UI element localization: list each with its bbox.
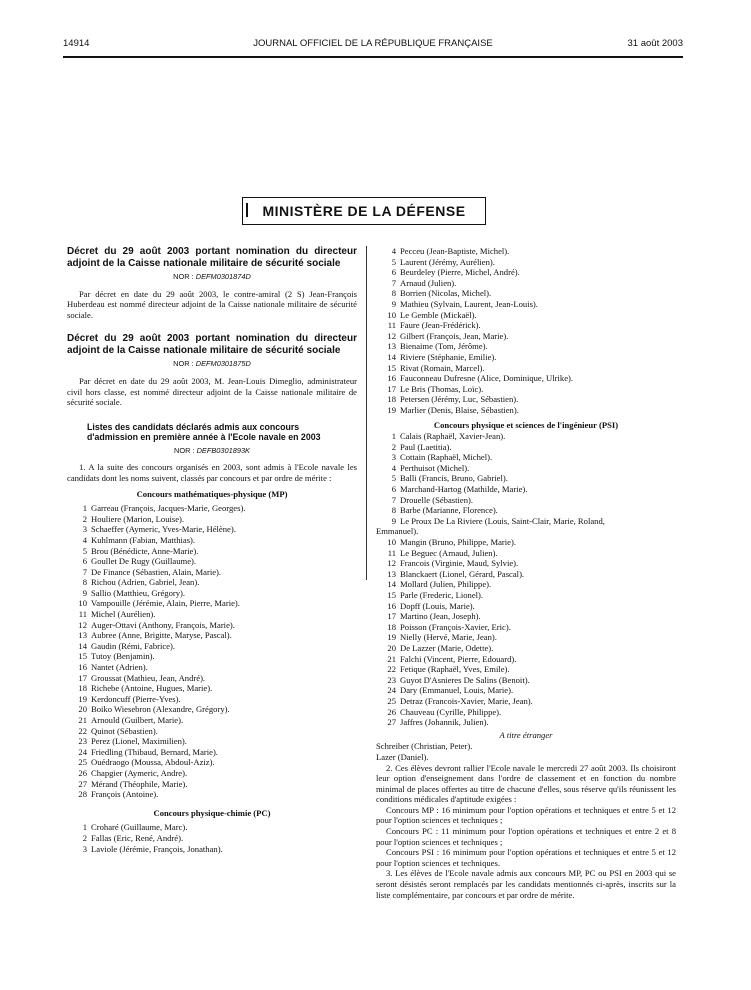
- list-item: 18 Petersen (Jérémy, Luc, Sébastien).: [387, 394, 519, 405]
- nor-label: NOR :: [173, 272, 194, 281]
- list-item: 13 Bienaime (Tom, Jérôme).: [387, 341, 488, 352]
- nor-label: NOR :: [173, 359, 194, 369]
- list-item: 1 Garreau (François, Jacques-Marie, Georges).: [82, 503, 246, 514]
- list-item: 4 Kuhlmann (Fabian, Matthias).: [82, 534, 196, 545]
- decree-2-title: Décret du 29 août 2003 portant nomination du directeur adjoint de la Caisse nationale militaire de sécurité sociale: [67, 333, 357, 356]
- list-item: 9 Le Proux De La Riviere (Louis, Saint-Clair, Marie, Roland,: [391, 515, 605, 526]
- list-item: 22 Quinot (Sébastien).: [78, 725, 158, 736]
- list-item: 14 Mollard (Julien, Philippe).: [387, 579, 492, 590]
- list-item: 21 Arnould (Guilbert, Marie).: [78, 715, 184, 725]
- list-item: 19 Nielly (Hervé, Marie, Jean).: [387, 632, 497, 643]
- list-item: 8 Richou (Adrien, Gabriel, Jean).: [82, 577, 200, 588]
- list-item: 15 Parle (Frederic, Lionel).: [387, 590, 484, 600]
- pc-list-part-2: [376, 246, 676, 416]
- list-item: 24 Friedling (Thibaud, Bernard, Marie).: [78, 746, 218, 757]
- list-item: 15 Tutoy (Benjamin).: [78, 651, 155, 662]
- list-item: 16 Fauconneau Dufresne (Alice, Dominique, Ulrike).: [387, 373, 574, 384]
- list-item: 18 Poisson (François-Xavier, Eric).: [387, 621, 511, 632]
- list-item: 17 Le Bris (Thomas, Loïc).: [387, 383, 484, 394]
- column-divider: [366, 246, 367, 580]
- list-item: 4 Perthuisot (Michel).: [391, 462, 470, 473]
- list-item: 14 Riviere (Stéphanie, Emilie).: [387, 351, 497, 362]
- list-item: 27 Jaffres (Johannik, Julien).: [387, 717, 489, 728]
- nor-code: DEFB0301893K: [196, 445, 250, 455]
- list-item: 28 François (Antoine).: [78, 789, 159, 800]
- paragraph-2-psi: Concours PSI : 16 minimum pour l'option opérations et techniques et entre 5 et 12 pour l'option sciences et techniques.: [376, 847, 676, 868]
- foreign-item: Schreiber (Christian, Peter).: [376, 741, 473, 752]
- lists-title: Listes des candidats déclarés admis aux concours d'admission en première année à l'Ecole navale en 2003: [87, 421, 321, 443]
- left-column: [67, 246, 357, 854]
- paragraph-2-mp: Concours MP : 16 minimum pour l'option opérations et techniques et entre 5 et 12 pour l'option sciences et techniques ;: [376, 804, 676, 826]
- pc-heading: Concours physique-chimie (PC): [153, 807, 271, 818]
- list-item: 26 Chapgier (Aymeric, Andre).: [78, 767, 188, 778]
- nor-label: NOR :: [173, 445, 195, 455]
- list-item: 17 Martino (Jean, Joseph).: [387, 611, 481, 622]
- list-item: 10 Le Gemble (Mickaël).: [387, 309, 477, 320]
- list-item: 16 Dopff (Louis, Marie).: [387, 600, 475, 611]
- list-item: 15 Rivat (Romain, Marcel).: [387, 362, 485, 373]
- nor-code: DEFM0301875D: [195, 359, 251, 369]
- list-item: 9 Mathieu (Sylvain, Laurent, Jean-Louis).: [391, 298, 538, 309]
- list-item: 10 Vampouille (Jérémie, Alain, Pierre, Marie).: [78, 598, 240, 609]
- decree-1-nor: [67, 272, 357, 283]
- page-number: 14914: [63, 38, 90, 49]
- list-item: 11 Michel (Aurélien).: [78, 609, 156, 620]
- list-item: 14 Gaudin (Rémi, Fabrice).: [78, 640, 176, 651]
- list-item: 19 Marlier (Denis, Blaise, Sébastien).: [387, 404, 519, 415]
- list-item: 27 Mérand (Théophile, Marie).: [78, 778, 188, 789]
- list-item: 1 Calais (Raphaël, Xavier-Jean).: [391, 431, 506, 442]
- list-item: 9 Sallio (Matthieu, Grégory).: [82, 587, 186, 598]
- list-item: 20 Boiko Wiesebron (Alexandre, Grégory).: [78, 704, 230, 715]
- list-item: 6 Goullet De Rugy (Guillaume).: [82, 556, 197, 567]
- list-item: 26 Chauveau (Cyrille, Philippe).: [387, 706, 502, 717]
- ministry-box-mark: [246, 203, 248, 217]
- list-item: 5 Brou (Bénédicte, Anne-Marie).: [82, 545, 199, 556]
- list-item: 6 Marchand-Hartog (Mathilde, Marie).: [391, 484, 528, 495]
- list-item-continuation: Emmanuel).: [376, 526, 419, 537]
- list-item: 16 Nantet (Adrien).: [78, 662, 148, 673]
- list-item: 12 Gilbert (François, Jean, Marie).: [387, 330, 509, 341]
- list-item: 1 Croharé (Guillaume, Marc).: [82, 822, 188, 833]
- list-item: 12 Francois (Virginie, Maud, Sylvie).: [387, 558, 519, 569]
- list-item: 17 Groussat (Mathieu, Jean, André).: [78, 672, 206, 683]
- ministry-heading: MINISTÈRE DE LA DÉFENSE: [242, 197, 486, 225]
- list-item: 5 Balli (Francis, Bruno, Gabriel).: [391, 473, 508, 484]
- list-item: 2 Houliere (Marion, Louise).: [82, 513, 185, 524]
- right-column: [376, 246, 676, 900]
- list-item: 3 Laviole (Jérémie, François, Jonathan).: [82, 843, 223, 854]
- list-item: 8 Barbe (Marianne, Florence).: [391, 505, 498, 516]
- list-item: 24 Dary (Emmanuel, Louis, Marie).: [387, 685, 514, 696]
- list-item: 10 Mangin (Bruno, Philippe, Marie).: [387, 537, 516, 548]
- list-item: 3 Cottain (Raphaël, Michel).: [391, 452, 493, 463]
- mp-heading: Concours mathématiques-physique (MP): [136, 488, 288, 499]
- list-item: 7 Arnaud (Julien).: [391, 277, 457, 288]
- list-item: 21 Falchi (Vincent, Pierre, Edouard).: [387, 653, 517, 664]
- list-item: 2 Paul (Laetitia).: [391, 441, 452, 452]
- decree-1-text: Par décret en date du 29 août 2003, le contre-amiral (2 S) Jean-François Huberdeau est nommé directeur adjoint de la Caisse nationale militaire de sécurité sociale.: [67, 288, 357, 320]
- pc-list-part-1: [67, 822, 357, 854]
- page-header: [63, 38, 683, 52]
- lists-intro: 1. A la suite des concours organisés en 2003, sont admis à l'Ecole navale les candidats dont les noms suivent, classés par concours et par ordre de mérite :: [67, 462, 357, 483]
- decree-1-title: Décret du 29 août 2003 portant nomination du directeur adjoint de la Caisse nationale militaire de sécurité sociale: [67, 246, 357, 269]
- list-item: 8 Borrien (Nicolas, Michel).: [391, 288, 492, 299]
- list-item: 11 Le Beguec (Arnaud, Julien).: [387, 547, 498, 558]
- list-item: 13 Blanckaert (Lionel, Gérard, Pascal).: [387, 568, 525, 579]
- lists-nor: [67, 446, 357, 457]
- list-item: 23 Guyot D'Asnieres De Salins (Benoit).: [387, 674, 530, 685]
- list-item: 5 Laurent (Jérémy, Aurélien).: [391, 256, 495, 267]
- list-item: 6 Beurdeley (Pierre, Michel, André).: [391, 267, 520, 278]
- list-item: 7 Drouelle (Sébastien).: [391, 494, 474, 505]
- decree-2-nor: [67, 359, 357, 370]
- header-rule: [63, 56, 683, 58]
- list-item: 20 De Lazzer (Marie, Odette).: [387, 642, 494, 653]
- list-item: 2 Fallas (Eric, René, André).: [82, 832, 184, 843]
- paragraph-3: 3. Les élèves de l'Ecole navale admis aux concours MP, PC ou PSI en 2003 qui se seront désistés seront remplacés par les candidats mentionnés ci-après, inscrits sur la liste complémentaire, par concours et par ordre de mérite.: [376, 868, 676, 900]
- foreign-item: Lazer (Daniel).: [376, 751, 429, 762]
- psi-heading: Concours physique et sciences de l'ingénieur (PSI): [433, 419, 619, 430]
- issue-date: 31 août 2003: [627, 38, 683, 49]
- decree-2-text: Par décret en date du 29 août 2003, M. Jean-Louis Dimeglio, administrateur civil hors classe, est nommé directeur adjoint de la Caisse nationale militaire de sécurité sociale.: [67, 375, 357, 408]
- list-item: 22 Fetique (Raphaël, Yves, Emile).: [387, 664, 510, 675]
- list-item: 19 Kerdoncuff (Pierre-Yves).: [78, 693, 181, 704]
- journal-title: JOURNAL OFFICIEL DE LA RÉPUBLIQUE FRANÇAISE: [253, 38, 493, 49]
- paragraph-2: 2. Ces élèves devront rallier l'Ecole navale le mercredi 27 août 2003. Ils choisiront leur option d'enseignement dans l'ordre de classement et en fonction du nombre minimal de places offertes au titre de chacune d'elles, sous réserve qu'ils réunissent les conditions médicales d'aptitude exigées :: [376, 762, 676, 805]
- list-item: 25 Ouédraogo (Moussa, Abdoul-Aziz).: [78, 757, 215, 768]
- list-item: 12 Auger-Ottavi (Anthony, François, Marie).: [78, 619, 235, 630]
- list-item: 4 Pecceu (Jean-Baptiste, Michel).: [391, 246, 510, 256]
- list-item: 25 Detraz (Francois-Xavier, Marie, Jean).: [387, 695, 533, 706]
- list-item: 18 Richebe (Antoine, Hugues, Marie).: [78, 683, 213, 694]
- list-item: 11 Faure (Jean-Frédérick).: [387, 320, 481, 331]
- list-item: 7 De Finance (Sébastien, Alain, Marie).: [82, 566, 222, 577]
- psi-list: [376, 431, 676, 728]
- list-item: 23 Perez (Lionel, Maximilien).: [78, 736, 187, 747]
- list-item: 13 Aubree (Anne, Brigitte, Maryse, Pascal).: [78, 630, 232, 641]
- nor-code: DEFM0301874D: [195, 272, 251, 281]
- foreign-heading: A titre étranger: [499, 729, 553, 740]
- paragraph-2-pc: Concours PC : 11 minimum pour l'option opérations et techniques et entre 2 et 8 pour l'option sciences et techniques ;: [376, 826, 676, 847]
- list-item: 3 Schaeffer (Aymeric, Yves-Marie, Hélène).: [82, 524, 236, 535]
- mp-list: [67, 503, 357, 800]
